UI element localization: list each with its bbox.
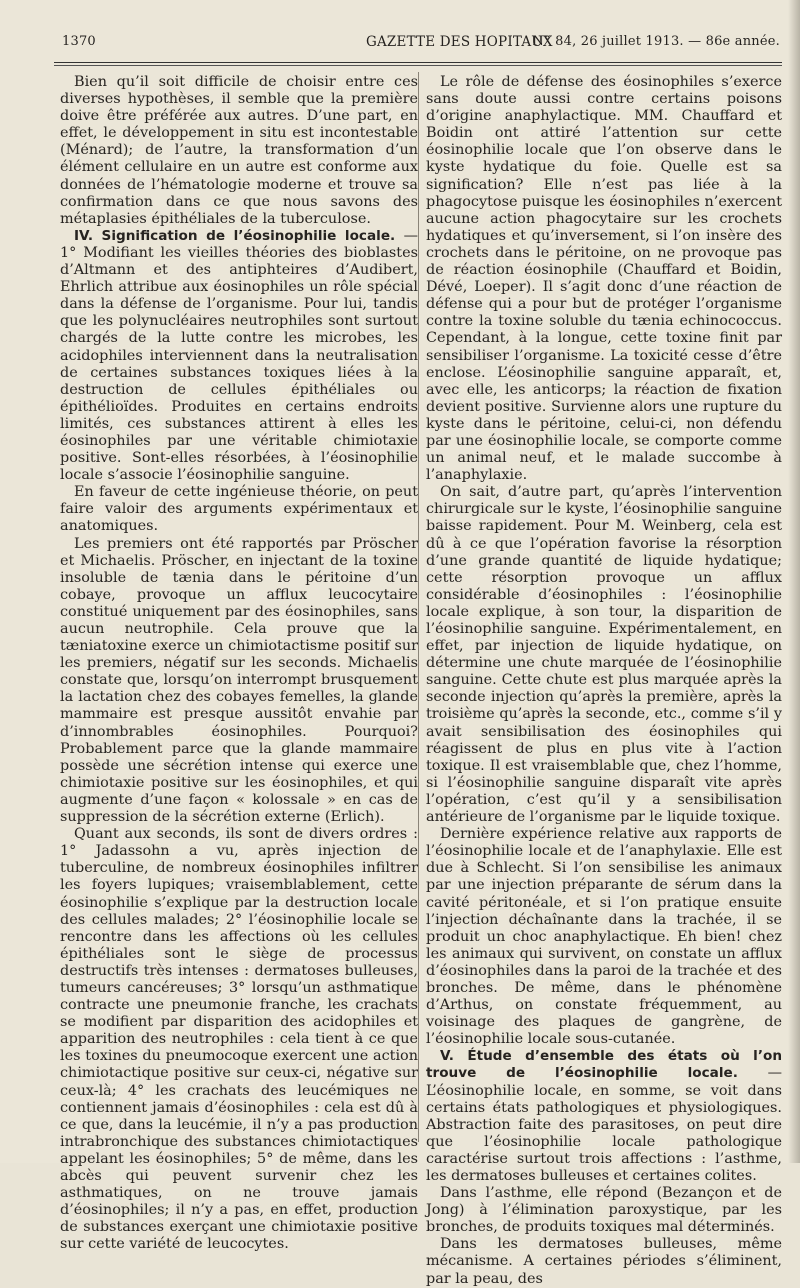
page-number: 1370 <box>62 34 96 49</box>
paragraph: En faveur de cette ingénieuse théorie, on peut faire valoir des arguments expérimentaux et anatomiques. <box>60 484 418 535</box>
paragraph: Dans les dermatoses bulleuses, même mécanisme. A certaines périodes s’éliminent, par la peau, des <box>426 1236 782 1287</box>
right-column <box>426 74 782 1288</box>
paragraph: Dans l’asthme, elle répond (Bezançon et de Jong) à l’élimination paroxystique, par les bronches, de produits toxiques mal déterminés. <box>426 1185 782 1236</box>
paragraph-text: — L’éosinophilie locale, en somme, se voit dans certains états pathologiques et physiologiques. Abstraction faite des parasitoses, on peut dire que l’éosinophilie locale pathologique caractérise surtout trois affections : l’asthme, les dermatoses bulleuses et certaines colites. <box>426 1065 782 1184</box>
paragraph: Bien qu’il soit difficile de choisir entre ces diverses hypothèses, il semble que la première doive être préférée aux autres. D’une part, en effet, le développement in situ est incontestable (Ménard); de l’autre, la transformation d’un élément cellulaire en un autre est conforme aux données de l’hématologie moderne et trouve sa confirmation dans ce que nous savons des métaplasies épithéliales de la tuberculose. <box>60 74 418 227</box>
issue-info: N° 84, 26 juillet 1913. — 86e année. <box>532 34 780 49</box>
journal-title: GAZETTE DES HOPITAUX <box>366 34 553 50</box>
paragraph: Quant aux seconds, ils sont de divers ordres : 1° Jadassohn a vu, après injection de tuberculine, de nombreux éosinophiles infiltrer les foyers lupiques; vraisemblablement, cette éosinophilie s’explique par la destruction locale des cellules malades; 2° l’éosinophilie locale se rencontre dans les affections où les cellules épithéliales sont le siège de processus destructifs très intenses : dermatoses bulleuses, tumeurs cancéreuses; 3° lorsqu’un asthmatique contracte une pneumonie franche, les crachats se modifient par disparition des acidophiles et apparition des neutrophiles : cela tient à ce que les toxines du pneumocoque exercent une action chimiotactique positive sur ceux-ci, négative sur ceux-là; 4° les crachats des leucémiques ne contiennent jamais d’éosinophiles : cela est dû à ce que, dans la leucémie, il n’y a pas production intrabronchique des substances chimiotactiques appelant les éosinophiles; 5° de même, dans les abcès qui peuvent survenir chez les asthmatiques, on ne trouve jamais d’éosinophiles; il n’y a pas, en effet, production de substances exerçant une chimiotaxie positive sur cette variété de leucocytes. <box>60 826 418 1253</box>
header-rule-thin <box>54 65 782 66</box>
left-column <box>60 74 418 1253</box>
paragraph: On sait, d’autre part, qu’après l’intervention chirurgicale sur le kyste, l’éosinophilie sanguine baisse rapidement. Pour M. Weinberg, cela est dû à ce que l’opération favorise la résorption d’une grande quantité de liquide hydatique; cette résorption provoque un afflux considérable d’éosinophiles : l’éosinophilie locale explique, à son tour, la disparition de l’éosinophilie sanguine. Expérimentalement, en effet, par injection de liquide hydatique, on détermine une chute marquée de l’éosinophilie sanguine. Cette chute est plus marquée après la seconde injection qu’après la première, après la troisième qu’après la seconde, etc., comme s’il y avait sensibilisation des éosinophiles qui réagissent de plus en plus vite à l’action toxique. Il est vraisemblable que, chez l’homme, si l’éosinophilie sanguine disparaît vite après l’opération, c’est qu’il y a sensibilisation antérieure de l’organisme par le liquide toxique. <box>426 484 782 826</box>
section-heading: V. Étude d’ensemble des états où l’on trouve de l’éosinophilie locale. <box>426 1048 782 1082</box>
page-header <box>36 34 784 58</box>
section-heading: IV. Signification de l’éosinophilie locale. <box>74 227 396 244</box>
header-rule <box>54 62 782 63</box>
paragraph: Dernière expérience relative aux rapports de l’éosinophilie locale et de l’anaphylaxie. Elle est due à Schlecht. Si l’on sensibilise les animaux par une injection préparante de sérum dans la cavité péritonéale, et si l’on pratique ensuite l’injection déchaînante dans la trachée, il se produit un choc anaphylactique. Eh bien! chez les animaux qui survivent, on constate un afflux d’éosinophiles dans la paroi de la trachée et des bronches. De même, dans le phénomène d’Arthus, on constate fréquemment, au voisinage des plaques de gangrène, de l’éosinophilie locale sous-cutanée. <box>426 826 782 1048</box>
column-divider <box>418 72 419 1142</box>
paragraph-section-4 <box>60 228 418 484</box>
paragraph-section-5 <box>426 1048 782 1185</box>
paragraph: Les premiers ont été rapportés par Pröscher et Michaelis. Pröscher, en injectant de la toxine insoluble de tænia dans le péritoine d’un cobaye, provoque un afflux leucocytaire constitué uniquement par des éosinophiles, sans aucun neutrophile. Cela prouve que la tæniatoxine exerce un chimiotactisme positif sur les premiers, négatif sur les seconds. Michaelis constate que, lorsqu’on interrompt brusquement la lactation chez des cobayes femelles, la glande mammaire est presque aussitôt envahie par d’innombrables éosinophiles. Pourquoi? Probablement parce que la glande mammaire possède une sécrétion intense qui exerce une chimiotaxie positive sur les éosinophiles, et qui augmente d’une façon « kolossale » en cas de suppression de la sécrétion externe (Erlich). <box>60 535 418 826</box>
paragraph-text: — 1° Modifiant les vieilles théories des bioblastes d’Altmann et des antiphteires d’Audibert, Ehrlich attribue aux éosinophiles un rôle spécial dans la défense de l’organisme. Pour lui, tandis que les polynucléaires neutrophiles sont surtout chargés de la lutte contre les microbes, les acidophiles interviennent dans la neutralisation de certaines substances toxiques liées à la destruction de cellules épithéliales ou épithélioïdes. Produites en certains endroits limités, ces substances attirent à elles les éosinophiles par une véritable chimiotaxie positive. Sont-elles résorbées, à l’éosinophilie locale s’associe l’éosinophilie sanguine. <box>60 227 418 484</box>
page-edge-shadow <box>788 0 800 1163</box>
paragraph: Le rôle de défense des éosinophiles s’exerce sans doute aussi contre certains poisons d’origine anaphylactique. MM. Chauffard et Boidin ont attiré l’attention sur cette éosinophilie locale que l’on observe dans le kyste hydatique du foie. Quelle est sa signification? Elle n’est pas liée à la phagocytose puisque les éosinophiles n’exercent aucune action phagocytaire sur les crochets hydatiques et qu’inversement, si l’on insère des crochets dans le péritoine, on ne provoque pas de réaction éosinophile (Chauffard et Boidin, Dévé, Loeper). Il s’agit donc d’une réaction de défense qui a pour but de protéger l’organisme contre la toxine soluble du tænia echinococcus. Cependant, à la longue, cette toxine finit par sensibiliser l’organisme. La toxicité cesse d’être enclose. L’éosinophilie sanguine apparaît, et, avec elle, les anticorps; la réaction de fixation devient positive. Survienne alors une rupture du kyste dans le péritoine, celui-ci, non défendu par une éosinophilie locale, se comporte comme un animal neuf, et le malade succombe à l’anaphylaxie. <box>426 74 782 484</box>
